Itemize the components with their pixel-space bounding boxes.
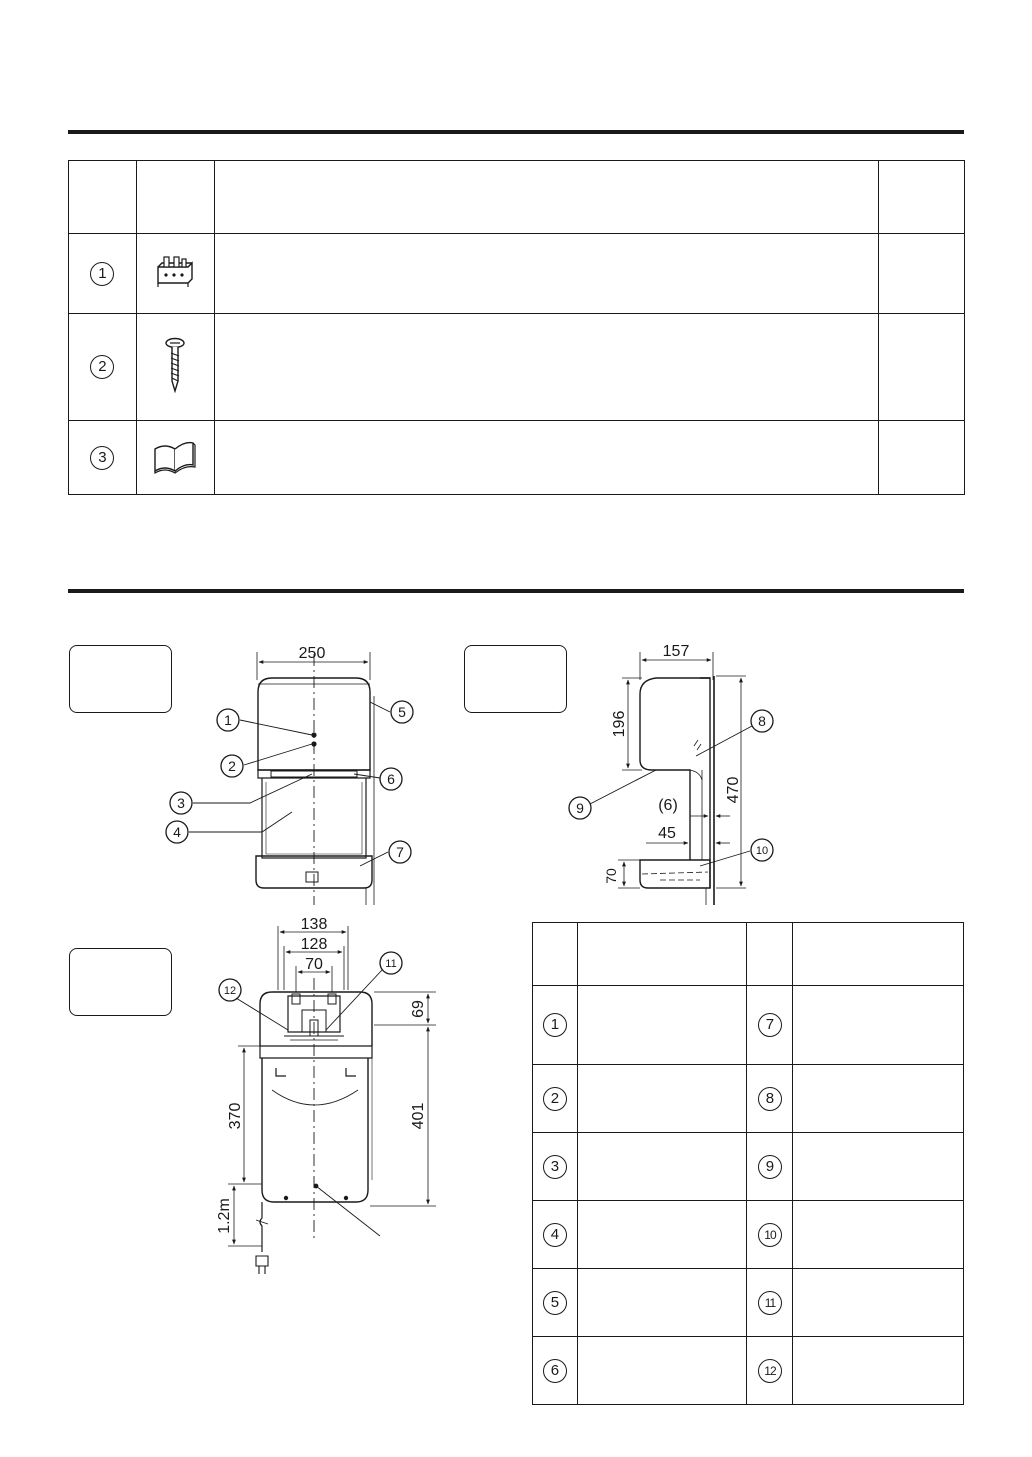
legend-row [533, 1133, 964, 1201]
legend-number: 9 [758, 1155, 782, 1179]
legend-number: 6 [543, 1359, 567, 1383]
side-view-drawing [590, 643, 752, 905]
legend-number: 5 [543, 1291, 567, 1315]
side-gap-label: (6) [658, 797, 678, 814]
back-view-drawing [216, 916, 436, 1274]
side-total-height-label: 470 [725, 776, 742, 804]
legend-header-name-left [577, 923, 747, 986]
legend-number: 12 [758, 1359, 782, 1383]
legend-row [533, 1201, 964, 1269]
legend-part-name [577, 1269, 747, 1337]
legend-header-no-right [747, 923, 793, 986]
side-depth-label: 157 [662, 643, 690, 660]
callout-1: 1 [224, 712, 232, 728]
front-view-drawing [189, 645, 390, 905]
legend-row [533, 986, 964, 1065]
side-drain-height-label: 70 [603, 868, 619, 884]
legend-number: 11 [758, 1291, 782, 1315]
legend-number: 3 [543, 1155, 567, 1179]
accessory-number: 3 [90, 446, 114, 470]
callout-10: 10 [755, 845, 769, 857]
back-width-inner-label: 70 [305, 956, 323, 973]
legend-part-name [793, 1065, 964, 1133]
legend-header-row [533, 923, 964, 986]
legend-number: 1 [543, 1013, 567, 1037]
back-top-offset-label: 69 [410, 1000, 427, 1018]
legend-part-name [793, 986, 964, 1065]
back-cord-length-label: 1.2m [216, 1198, 233, 1234]
legend-part-name [793, 1133, 964, 1201]
legend-number: 7 [758, 1013, 782, 1037]
legend-part-name [793, 1269, 964, 1337]
legend-number: 2 [543, 1087, 567, 1111]
legend-part-name [577, 986, 747, 1065]
legend-row [533, 1269, 964, 1337]
callout-9: 9 [576, 800, 584, 816]
callout-6: 6 [387, 771, 395, 787]
legend-header-no-left [533, 923, 578, 986]
legend-part-name [793, 1337, 964, 1405]
back-width-mid-label: 128 [300, 936, 328, 953]
legend-header-name-right [793, 923, 964, 986]
parts-legend-table [532, 922, 964, 1405]
callout-2: 2 [228, 758, 236, 774]
legend-row [533, 1337, 964, 1405]
legend-part-name [793, 1201, 964, 1269]
back-width-outer-label: 138 [300, 916, 328, 933]
front-width-label: 250 [298, 645, 326, 662]
callout-11: 11 [385, 958, 397, 970]
callout-8: 8 [758, 713, 766, 729]
callout-12: 12 [223, 985, 237, 997]
back-left-height-label: 370 [227, 1102, 244, 1130]
legend-part-name [577, 1201, 747, 1269]
callout-4: 4 [173, 824, 181, 840]
callout-3: 3 [177, 795, 185, 811]
callout-7: 7 [396, 844, 404, 860]
legend-number: 4 [543, 1223, 567, 1247]
legend-row [533, 1065, 964, 1133]
legend-part-name [577, 1133, 747, 1201]
legend-part-name [577, 1065, 747, 1133]
side-offset-label: 45 [658, 825, 676, 842]
legend-number: 10 [758, 1223, 782, 1247]
accessory-number: 2 [90, 355, 114, 379]
legend-number: 8 [758, 1087, 782, 1111]
front-callouts [166, 701, 413, 863]
callout-5: 5 [398, 704, 406, 720]
side-upper-height-label: 196 [611, 710, 628, 738]
back-right-height-label: 401 [410, 1102, 427, 1130]
legend-part-name [577, 1337, 747, 1405]
accessory-number: 1 [90, 262, 114, 286]
